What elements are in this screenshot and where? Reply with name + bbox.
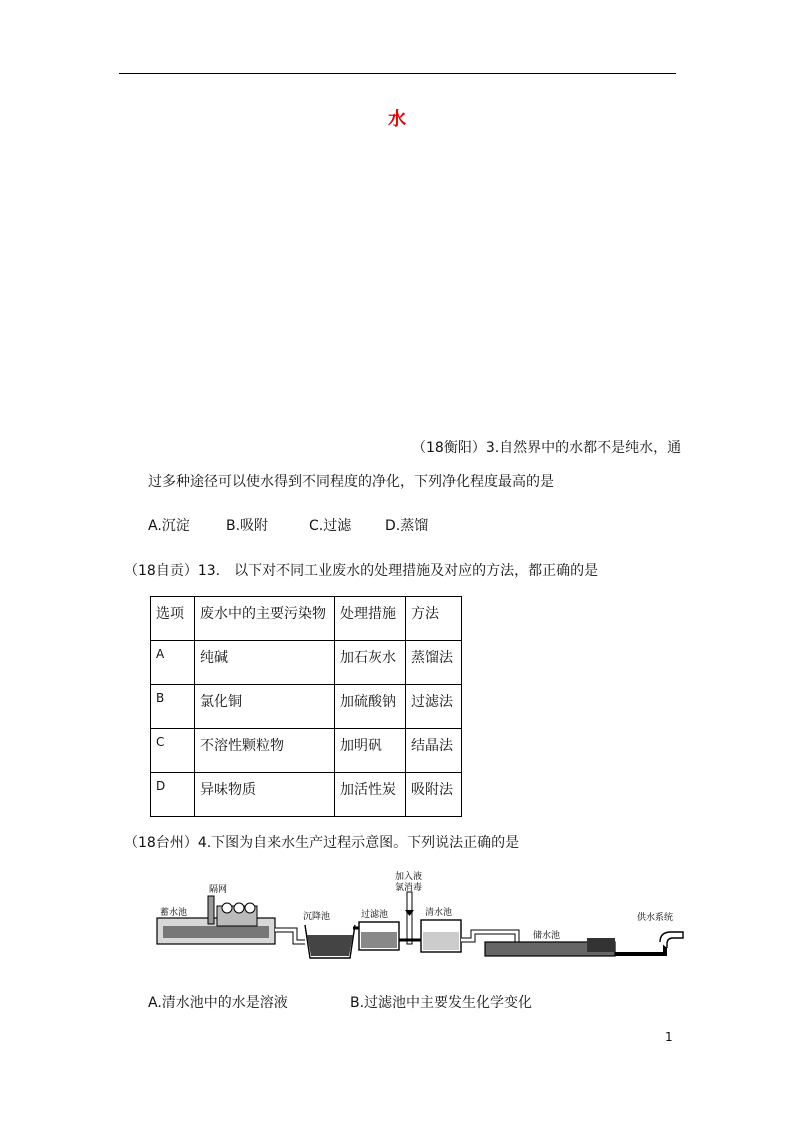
label-storage: 储水池: [533, 931, 561, 941]
label-reservoir: 蓄水池: [160, 908, 188, 918]
table-cell: A: [151, 641, 195, 685]
label-chlorine-1: 加入液: [395, 872, 423, 882]
table-cell: 纯碱: [195, 641, 335, 685]
label-chlorine-2: 氯消毒: [395, 883, 423, 893]
table-cell: 不溶性颗粒物: [195, 729, 335, 773]
table-cell: 吸附法: [406, 773, 462, 817]
q4-option-b: B.过滤池中主要发生化学变化: [350, 995, 533, 1011]
table-cell: 过滤法: [406, 685, 462, 729]
supply-tap: [637, 911, 683, 948]
table-header-cell: 选项: [151, 597, 195, 641]
q3-option-b: B.吸附: [226, 518, 269, 534]
clear-water-tank: [421, 906, 461, 952]
table-cell: 加石灰水: [335, 641, 406, 685]
water-process-diagram: [155, 870, 685, 965]
q13-text: （18自贡）13. 以下对不同工业废水的处理措施及对应的方法，都正确的是: [124, 563, 599, 579]
q3-option-c: C.过滤: [309, 518, 352, 534]
table-header-cell: 废水中的主要污染物: [195, 597, 335, 641]
table-header-row: [151, 597, 462, 641]
table-row: [151, 641, 462, 685]
q13-table: [150, 596, 462, 817]
page-number: 1: [665, 1030, 673, 1044]
table-cell: 氯化铜: [195, 685, 335, 729]
table-cell: 结晶法: [406, 729, 462, 773]
table-header-cell: 方法: [406, 597, 462, 641]
table-cell: 异味物质: [195, 773, 335, 817]
table-cell: C: [151, 729, 195, 773]
q3-option-a: A.沉淀: [148, 518, 190, 534]
table-row: [151, 685, 462, 729]
table-cell: 加明矾: [335, 729, 406, 773]
q3-text-line1: （18衡阳）3.自然界中的水都不是纯水，通: [412, 440, 682, 456]
q4-text: （18台州）4.下图为自来水生产过程示意图。下列说法正确的是: [124, 835, 520, 851]
table-cell: 蒸馏法: [406, 641, 462, 685]
label-clear: 清水池: [425, 908, 453, 918]
q3-option-d: D.蒸馏: [385, 518, 429, 534]
reservoir: [157, 884, 275, 944]
table-row: [151, 729, 462, 773]
header-rule: [119, 73, 676, 74]
table-cell: B: [151, 685, 195, 729]
page-title: 水: [388, 109, 406, 130]
table-cell: 加硫酸钠: [335, 685, 406, 729]
label-settling: 沉降池: [303, 912, 331, 922]
label-supply: 供水系统: [637, 913, 674, 923]
filter-tank: [359, 908, 399, 950]
settling-tank: [303, 910, 355, 958]
table-cell: 加活性炭: [335, 773, 406, 817]
label-filter: 过滤池: [361, 910, 389, 920]
q3-text-line2: 过多种途径可以使水得到不同程度的净化，下列净化程度最高的是: [148, 474, 554, 490]
label-mesh: 隔网: [209, 885, 228, 895]
table-row: [151, 773, 462, 817]
q4-option-a: A.清水池中的水是溶液: [148, 995, 288, 1011]
table-header-cell: 处理措施: [335, 597, 406, 641]
table-cell: D: [151, 773, 195, 817]
